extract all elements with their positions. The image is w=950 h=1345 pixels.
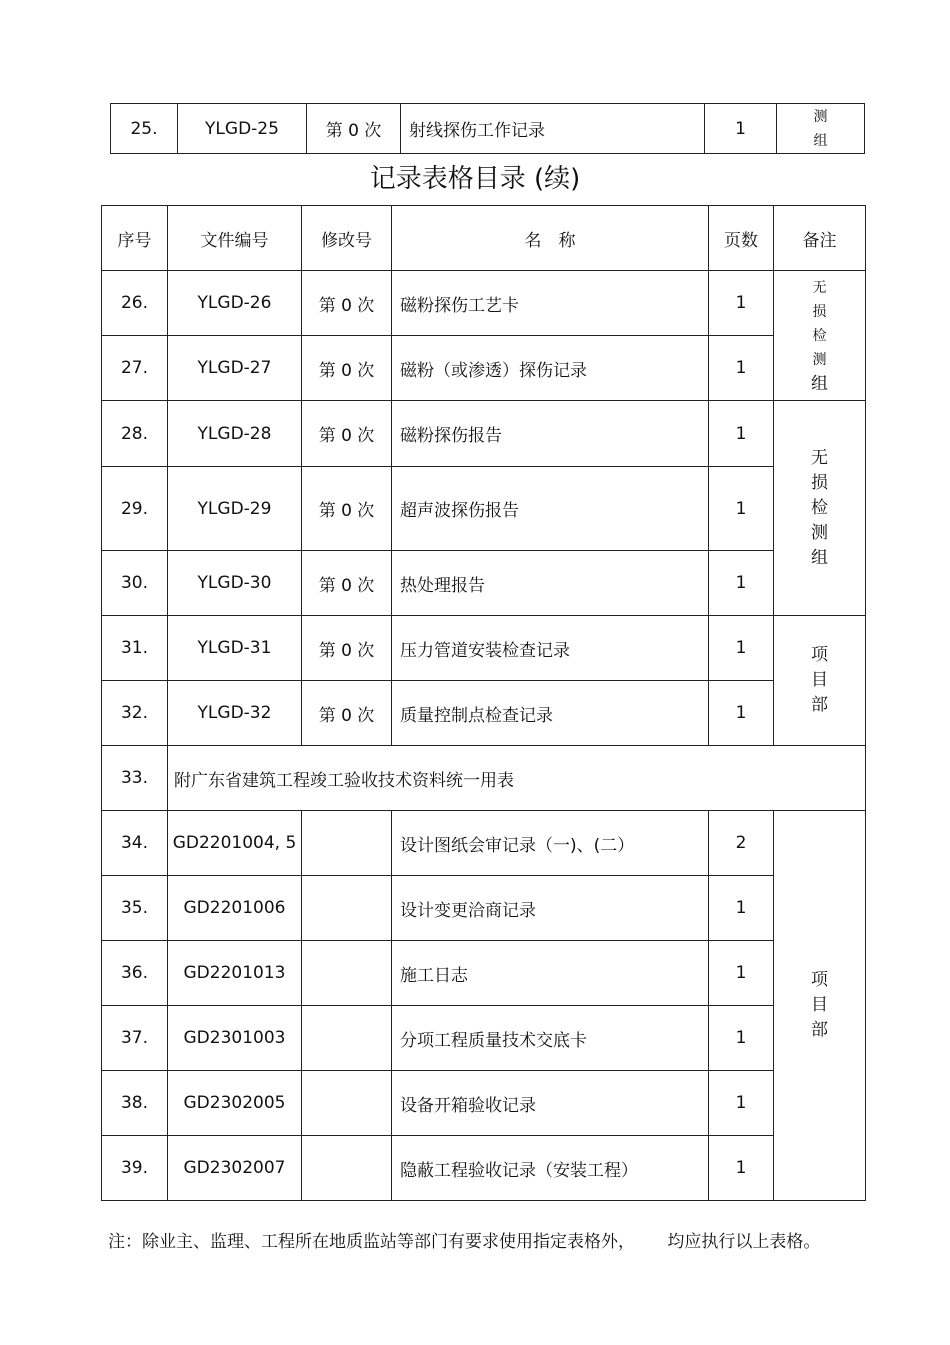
name-cell: 设计变更洽商记录 [392,876,709,941]
remark-char: 无 [812,279,827,296]
revision-cell: 第 0 次 [302,681,392,746]
table-row [102,811,866,876]
top-continuation-table [110,103,865,154]
table-row [102,941,866,1006]
table-row [102,1136,866,1201]
pages-cell: 1 [709,1071,774,1136]
header-revision: 修改号 [302,206,392,271]
remark-char: 目 [811,995,828,1015]
seq-cell: 32. [102,681,168,746]
remark-group-ndt-1 [774,271,866,401]
remark-char: 损 [811,473,828,493]
remark-char: 无 [811,448,828,468]
pages-cell: 1 [709,271,774,336]
revision-cell: 第 0 次 [302,467,392,551]
name-cell: 设计图纸会审记录（一)、(二） [392,811,709,876]
revision-cell: 第 0 次 [302,551,392,616]
table-row [102,467,866,551]
table-row [102,336,866,401]
seq-cell: 27. [102,336,168,401]
revision-cell: 第 0 次 [302,616,392,681]
seq-cell: 28. [102,401,168,467]
remark-group-project-2 [774,811,866,1201]
remark-cell [777,104,865,154]
remark-char: 测 [812,351,827,368]
code-cell: YLGD-25 [178,104,307,154]
pages-cell: 1 [709,941,774,1006]
code-cell: GD2302007 [168,1136,302,1201]
revision-cell [302,811,392,876]
pages-cell: 1 [709,336,774,401]
code-cell: YLGD-27 [168,336,302,401]
code-cell: YLGD-26 [168,271,302,336]
name-cell: 压力管道安装检查记录 [392,616,709,681]
pages-cell: 1 [709,401,774,467]
remark-char: 部 [811,1020,828,1040]
name-cell: 磁粉探伤报告 [392,401,709,467]
remark-char: 组 [811,548,828,568]
remark-char: 项 [811,645,828,665]
revision-cell [302,941,392,1006]
seq-cell: 37. [102,1006,168,1071]
code-cell: YLGD-29 [168,467,302,551]
revision-cell [302,1071,392,1136]
table-row [102,876,866,941]
remark-char: 目 [811,670,828,690]
name-cell: 磁粉（或渗透）探伤记录 [392,336,709,401]
remark-char: 检 [811,498,828,518]
table-row [102,746,866,811]
code-cell: YLGD-31 [168,616,302,681]
header-remark: 备注 [774,206,866,271]
seq-cell: 29. [102,467,168,551]
code-cell: YLGD-30 [168,551,302,616]
remark-char: 损 [812,303,827,320]
seq-cell: 34. [102,811,168,876]
code-cell: YLGD-32 [168,681,302,746]
name-cell: 射线探伤工作记录 [401,104,705,154]
pages-cell: 1 [709,467,774,551]
remark-line: 组 [813,132,828,149]
revision-cell: 第 0 次 [302,271,392,336]
table-row [102,551,866,616]
name-cell: 质量控制点检查记录 [392,681,709,746]
pages-cell: 1 [709,616,774,681]
pages-cell: 1 [709,681,774,746]
revision-cell: 第 0 次 [307,104,401,154]
record-catalog-table [101,205,866,1201]
pages-cell: 1 [709,551,774,616]
revision-cell [302,876,392,941]
pages-cell: 1 [705,104,777,154]
footnote: 注：除业主、监理、工程所在地质监站等部门有要求使用指定表格外， 均应执行以上表格。 [108,1232,821,1252]
revision-cell: 第 0 次 [302,336,392,401]
header-seq: 序号 [102,206,168,271]
section-heading-cell: 附广东省建筑工程竣工验收技术资料统一用表 [168,746,866,811]
table-row [102,401,866,467]
table-row [102,616,866,681]
code-cell: GD2201004, 5 [168,811,302,876]
name-cell: 设备开箱验收记录 [392,1071,709,1136]
pages-cell: 1 [709,876,774,941]
seq-cell: 31. [102,616,168,681]
remark-group-ndt-2 [774,401,866,616]
remark-line: 测 [813,108,828,125]
table-row [102,1006,866,1071]
name-cell: 磁粉探伤工艺卡 [392,271,709,336]
table-row [111,104,865,154]
seq-cell: 36. [102,941,168,1006]
seq-cell: 35. [102,876,168,941]
code-cell: GD2302005 [168,1071,302,1136]
header-name: 名 称 [392,206,709,271]
table-row [102,1071,866,1136]
header-code: 文件编号 [168,206,302,271]
pages-cell: 2 [709,811,774,876]
seq-cell: 30. [102,551,168,616]
name-cell: 分项工程质量技术交底卡 [392,1006,709,1071]
seq-cell: 26. [102,271,168,336]
code-cell: YLGD-28 [168,401,302,467]
revision-cell [302,1136,392,1201]
remark-char: 测 [811,523,828,543]
header-pages: 页数 [709,206,774,271]
seq-cell: 33. [102,746,168,811]
remark-char: 组 [811,373,828,394]
seq-cell: 39. [102,1136,168,1201]
header-row [102,206,866,271]
revision-cell: 第 0 次 [302,401,392,467]
name-cell: 热处理报告 [392,551,709,616]
seq-cell: 38. [102,1071,168,1136]
remark-char: 检 [812,327,827,344]
name-cell: 隐蔽工程验收记录（安装工程） [392,1136,709,1201]
name-cell: 超声波探伤报告 [392,467,709,551]
table-row [102,271,866,336]
revision-cell [302,1006,392,1071]
remark-char: 项 [811,970,828,990]
seq-cell: 25. [111,104,178,154]
remark-char: 部 [811,695,828,715]
code-cell: GD2201013 [168,941,302,1006]
code-cell: GD2301003 [168,1006,302,1071]
remark-group-project-1 [774,616,866,746]
table-row [102,681,866,746]
pages-cell: 1 [709,1136,774,1201]
page-title: 记录表格目录 (续) [369,164,581,194]
pages-cell: 1 [709,1006,774,1071]
name-cell: 施工日志 [392,941,709,1006]
code-cell: GD2201006 [168,876,302,941]
